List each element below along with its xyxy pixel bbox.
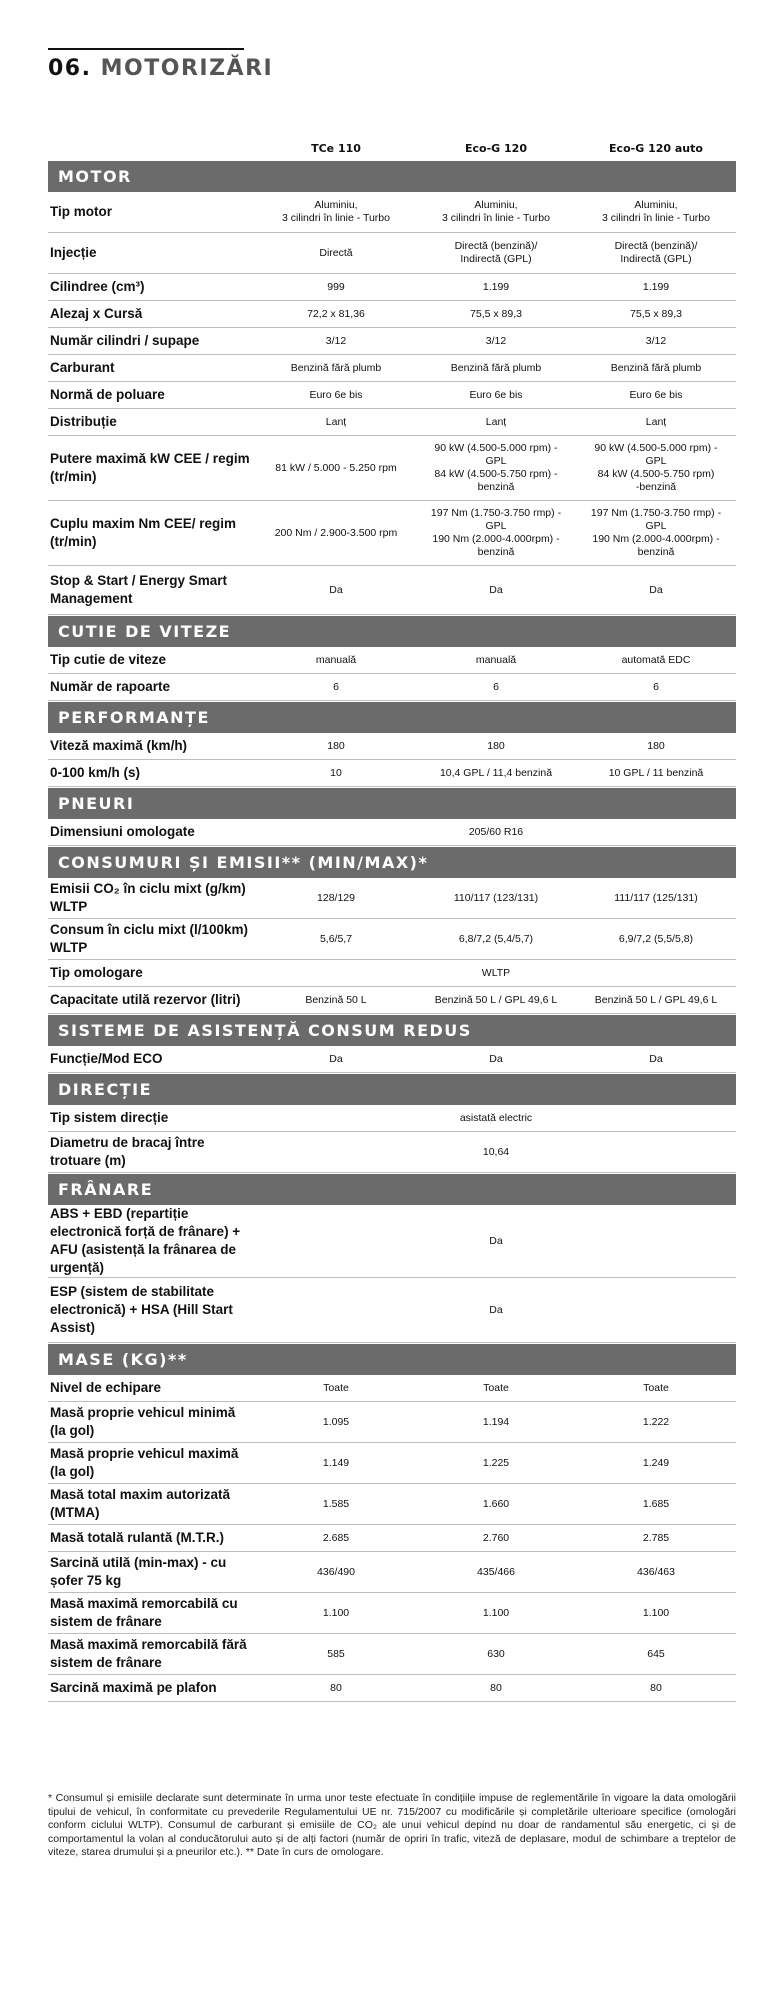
heading-rule (48, 48, 244, 50)
row-value: Aluminiu, 3 cilindri în linie - Turbo (602, 199, 710, 224)
page-title (48, 56, 273, 81)
row-value: Da (489, 1052, 503, 1065)
footnote: * Consumul și emisiile declarate sunt determinate în urma unor teste efectuate în condițiile impuse de reglementările în vigoare la data omologării tipului de vehicul, în conformitate cu prevederile Regulamentului UE nr. 715/2007 cu modificările și completările ulterioare specifice (omologări conform ciclului WLTP). Consumul de carburant și emisiile de CO₂ ale unui vehicul depind nu doar de randamentul său energetic, ci și de comportamentul la volan al conducătorului auto și de alți factori (număr de opriri în trafic, viteză de deplasare, modul de schimbare a treptelor de viteze, starea drumului și a pneurilor etc.). ** Date în curs de omologare. (48, 1792, 736, 1858)
section-header: MOTOR (48, 161, 736, 192)
row-value: Toate (323, 1381, 349, 1394)
row-label: ABS + EBD (repartiție electronică forță de frânare) + AFU (asistență la frânarea de urgență) (50, 1206, 241, 1275)
table-row (48, 733, 736, 760)
row-label: Tip sistem direcție (50, 1110, 169, 1125)
table-row (48, 1593, 736, 1634)
section-header: MASE (KG)** (48, 1344, 736, 1375)
row-value: 1.149 (322, 1456, 350, 1469)
row-label: Emisii CO₂ în ciclu mixt (g/km) WLTP (50, 881, 246, 914)
row-value: 6 (333, 680, 339, 693)
section-header: DIRECȚIE (48, 1074, 736, 1105)
row-value: Euro 6e bis (469, 388, 523, 401)
row-value: Lanț (645, 415, 667, 428)
row-value: Benzină 50 L (305, 993, 367, 1006)
table-row (48, 1105, 736, 1132)
row-value-merged: Da (489, 1303, 503, 1316)
row-value: 90 kW (4.500-5.000 rpm) - GPL 84 kW (4.500-5.750 rpm) - benzină (434, 442, 558, 493)
row-label: Carburant (50, 360, 115, 375)
row-value: 5,6/5,7 (319, 932, 353, 945)
row-value: 1.100 (642, 1606, 670, 1619)
row-value: 2.785 (642, 1531, 670, 1544)
row-value: Da (489, 583, 503, 596)
table-row (48, 1402, 736, 1443)
row-value: 10 (330, 766, 342, 779)
row-value: 1.249 (642, 1456, 670, 1469)
row-value: 180 (327, 739, 345, 752)
table-row (48, 987, 736, 1014)
table-row (48, 355, 736, 382)
row-label: Masă totală rulantă (M.T.R.) (50, 1530, 225, 1545)
table-row (48, 1634, 736, 1675)
row-label: Tip motor (50, 204, 112, 219)
row-value: 75,5 x 89,3 (630, 307, 682, 320)
row-value: 128/129 (317, 891, 355, 904)
table-row (48, 233, 736, 274)
row-label: Masă proprie vehicul minimă (la gol) (50, 1405, 236, 1438)
column-header: Eco-G 120 auto (609, 141, 703, 155)
row-label: Masă maximă remorcabilă fără sistem de frânare (50, 1637, 247, 1670)
row-value: 2.760 (482, 1531, 510, 1544)
section-header: CUTIE DE VITEZE (48, 616, 736, 647)
row-value: Euro 6e bis (309, 388, 363, 401)
row-value: 1.660 (482, 1497, 510, 1510)
table-row (48, 960, 736, 987)
table-row (48, 878, 736, 919)
row-value: 435/466 (477, 1565, 515, 1578)
row-label: 0-100 km/h (s) (50, 765, 141, 780)
row-label: Diametru de bracaj între trotuare (m) (50, 1135, 205, 1168)
row-value: 436/490 (317, 1565, 355, 1578)
section-header: FRÂNARE (48, 1174, 736, 1205)
row-label: Cilindree (cm³) (50, 279, 145, 294)
row-value: 1.095 (322, 1415, 350, 1428)
row-value: 436/463 (637, 1565, 675, 1578)
row-label: Alezaj x Cursă (50, 306, 143, 321)
row-label: Masă maximă remorcabilă cu sistem de frânare (50, 1596, 238, 1629)
row-value: 80 (650, 1681, 662, 1694)
row-value: Da (329, 583, 343, 596)
column-header: Eco-G 120 (465, 141, 527, 155)
row-value: Toate (483, 1381, 509, 1394)
row-value: 3/12 (325, 334, 347, 347)
row-value: 10 GPL / 11 benzină (608, 766, 704, 779)
row-value: 81 kW / 5.000 - 5.250 rpm (275, 461, 397, 474)
table-row (48, 566, 736, 615)
row-value: 1.199 (482, 280, 510, 293)
row-value: 585 (327, 1647, 345, 1660)
row-value: 90 kW (4.500-5.000 rpm) - GPL 84 kW (4.500-5.750 rpm) -benzină (594, 442, 718, 493)
row-value: 645 (647, 1647, 665, 1660)
row-value: 75,5 x 89,3 (470, 307, 522, 320)
row-value: 1.685 (642, 1497, 670, 1510)
table-row (48, 1675, 736, 1702)
row-value: 180 (487, 739, 505, 752)
table-row (48, 382, 736, 409)
row-value: 1.225 (482, 1456, 510, 1469)
section-header: SISTEME DE ASISTENȚĂ CONSUM REDUS (48, 1015, 736, 1046)
row-value: 111/117 (125/131) (614, 891, 698, 904)
table-row (48, 1375, 736, 1402)
section-title: MOTORIZĂRI (100, 56, 274, 81)
row-value: Lanț (485, 415, 507, 428)
row-label: Injecție (50, 245, 97, 260)
row-value-merged: Da (489, 1234, 503, 1247)
table-row (48, 436, 736, 501)
row-value: 1.585 (322, 1497, 350, 1510)
table-row (48, 674, 736, 701)
row-label: Masă proprie vehicul maximă (la gol) (50, 1446, 239, 1479)
section-header: PERFORMANȚE (48, 702, 736, 733)
row-value: 1.100 (482, 1606, 510, 1619)
row-value: Directă (benzină)/ Indirectă (GPL) (454, 240, 538, 265)
row-value: Benzină fără plumb (610, 361, 702, 374)
table-row (48, 1552, 736, 1593)
row-value-merged: 205/60 R16 (468, 825, 524, 838)
row-value: Aluminiu, 3 cilindri în linie - Turbo (282, 199, 390, 224)
row-value: Benzină 50 L / GPL 49,6 L (594, 993, 718, 1006)
row-value: 110/117 (123/131) (453, 891, 539, 904)
row-value: manuală (315, 653, 357, 666)
table-row (48, 1278, 736, 1343)
row-value: manuală (475, 653, 517, 666)
table-row (48, 819, 736, 846)
table-row (48, 1484, 736, 1525)
row-label: Stop & Start / Energy Smart Management (50, 573, 228, 606)
row-value: 197 Nm (1.750-3.750 rmp) - GPL 190 Nm (2.000-4.000rpm) - benzină (590, 507, 722, 558)
table-row (48, 1046, 736, 1073)
table-row (48, 1132, 736, 1173)
section-header: PNEURI (48, 788, 736, 819)
section-header: CONSUMURI ȘI EMISII** (MIN/MAX)* (48, 847, 736, 878)
table-row (48, 409, 736, 436)
row-value: 180 (647, 739, 665, 752)
row-label: Distribuție (50, 414, 117, 429)
row-value: 6 (653, 680, 659, 693)
row-label: Putere maximă kW CEE / regim (tr/min) (50, 451, 250, 484)
row-value: Directă (319, 246, 353, 259)
row-label: Tip cutie de viteze (50, 652, 167, 667)
table-row (48, 274, 736, 301)
row-value: Toate (643, 1381, 669, 1394)
row-value: 80 (490, 1681, 502, 1694)
row-value: Directă (benzină)/ Indirectă (GPL) (614, 240, 698, 265)
row-label: Consum în ciclu mixt (l/100km) WLTP (50, 922, 249, 955)
row-label: Număr de rapoarte (50, 679, 171, 694)
row-label: ESP (sistem de stabilitate electronică) + HSA (Hill Start Assist) (50, 1284, 233, 1335)
row-value-merged: WLTP (481, 966, 511, 979)
row-value: 10,4 GPL / 11,4 benzină (439, 766, 553, 779)
row-value: Benzină 50 L / GPL 49,6 L (434, 993, 558, 1006)
row-value-merged: asistată electric (459, 1111, 533, 1124)
row-label: Capacitate utilă rezervor (litri) (50, 992, 241, 1007)
table-row (48, 501, 736, 566)
row-label: Nivel de echipare (50, 1380, 162, 1395)
table-row (48, 919, 736, 960)
row-value: 72,2 x 81,36 (307, 307, 365, 320)
row-value: Benzină fără plumb (290, 361, 382, 374)
row-value: Aluminiu, 3 cilindri în linie - Turbo (442, 199, 550, 224)
row-value: 197 Nm (1.750-3.750 rmp) - GPL 190 Nm (2.000-4.000rpm) - benzină (430, 507, 562, 558)
row-value: 999 (327, 280, 345, 293)
table-row (48, 1525, 736, 1552)
specs-table (48, 136, 736, 1702)
row-value: 200 Nm / 2.900-3.500 rpm (274, 526, 398, 539)
table-row (48, 1443, 736, 1484)
row-label: Funcție/Mod ECO (50, 1051, 163, 1066)
row-value: 1.199 (642, 280, 670, 293)
row-value: 1.194 (482, 1415, 510, 1428)
row-value: 630 (487, 1647, 505, 1660)
row-value: Da (649, 583, 663, 596)
row-value: 2.685 (322, 1531, 350, 1544)
row-value: 6,9/7,2 (5,5/5,8) (618, 932, 694, 945)
row-value: 6 (493, 680, 499, 693)
row-value: 1.100 (322, 1606, 350, 1619)
row-value: Lanț (325, 415, 347, 428)
row-value: 3/12 (645, 334, 667, 347)
row-value: 6,8/7,2 (5,4/5,7) (458, 932, 534, 945)
table-row (48, 192, 736, 233)
row-value: Euro 6e bis (629, 388, 683, 401)
row-label: Număr cilindri / supape (50, 333, 200, 348)
row-value: Benzină fără plumb (450, 361, 542, 374)
row-label: Sarcină maximă pe plafon (50, 1680, 217, 1695)
table-row (48, 760, 736, 787)
row-value-merged: 10,64 (482, 1145, 510, 1158)
table-row (48, 1205, 736, 1278)
row-label: Masă total maxim autorizată (MTMA) (50, 1487, 231, 1520)
row-value: Da (649, 1052, 663, 1065)
row-value: 80 (330, 1681, 342, 1694)
row-label: Cuplu maxim Nm CEE/ regim (tr/min) (50, 516, 237, 549)
section-number: 06. (48, 56, 92, 81)
row-label: Normă de poluare (50, 387, 165, 402)
table-row (48, 647, 736, 674)
row-value: automată EDC (621, 653, 691, 666)
table-row (48, 301, 736, 328)
column-headers (48, 136, 736, 160)
row-value: 1.222 (642, 1415, 670, 1428)
table-row (48, 328, 736, 355)
row-label: Viteză maximă (km/h) (50, 738, 188, 753)
spec-sections (48, 161, 736, 1702)
row-value: Da (329, 1052, 343, 1065)
row-label: Sarcină utilă (min-max) - cu șofer 75 kg (50, 1555, 227, 1588)
row-value: 3/12 (485, 334, 507, 347)
row-label: Dimensiuni omologate (50, 824, 195, 839)
row-label: Tip omologare (50, 965, 143, 980)
column-header: TCe 110 (311, 141, 361, 155)
